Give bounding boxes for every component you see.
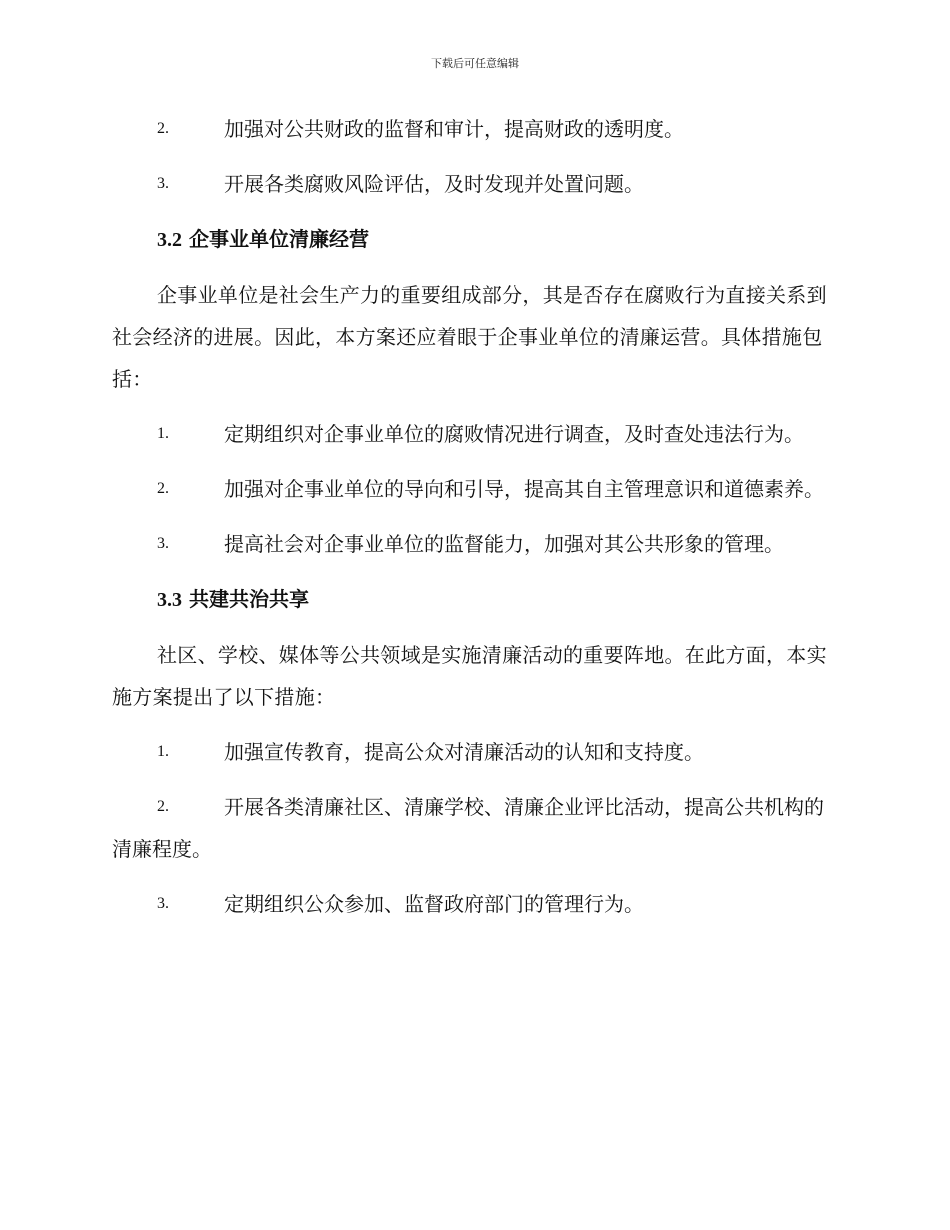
list-item: [112, 108, 834, 150]
list-text: 定期组织公众参加、监督政府部门的管理行为。: [224, 892, 644, 916]
list-item: [112, 731, 834, 773]
section-title: 共建共治共享: [188, 587, 309, 611]
list-text: 开展各类清廉社区、清廉学校、清廉企业评比活动，提高公共机构的清廉程度。: [112, 795, 824, 861]
paragraph: 社区、学校、媒体等公共领域是实施清廉活动的重要阵地。在此方面，本实施方案提出了以下措施：: [112, 643, 827, 709]
list-text: 定期组织对企事业单位的腐败情况进行调查，及时查处违法行为。: [224, 422, 804, 446]
list-number: 2.: [157, 798, 169, 815]
list-text: 加强宣传教育，提高公众对清廉活动的认知和支持度。: [224, 740, 704, 764]
list-text: 开展各类腐败风险评估，及时发现并处置问题。: [224, 172, 644, 196]
list-item: [112, 786, 834, 870]
list-number: 2.: [157, 120, 169, 137]
section-number: 3.3: [157, 589, 182, 611]
list-text: 提高社会对企事业单位的监督能力，加强对其公共形象的管理。: [224, 532, 784, 556]
list-number: 1.: [157, 743, 169, 760]
section-number: 3.2: [157, 229, 182, 251]
list-text: 加强对企事业单位的导向和引导，提高其自主管理意识和道德素养。: [224, 477, 824, 501]
header-note: 下载后可任意编辑: [431, 57, 519, 70]
list-item: [112, 413, 834, 455]
list-item: [112, 468, 834, 510]
list-number: 3.: [157, 175, 169, 192]
list-item: [112, 523, 834, 565]
list-number: 2.: [157, 480, 169, 497]
list-number: 1.: [157, 425, 169, 442]
list-item: [112, 883, 834, 925]
section-title: 企事业单位清廉经营: [188, 227, 369, 251]
section-heading: [112, 578, 834, 621]
list-number: 3.: [157, 535, 169, 552]
list-item: [112, 163, 834, 205]
section-heading: [112, 218, 834, 261]
list-text: 加强对公共财政的监督和审计，提高财政的透明度。: [224, 117, 684, 141]
list-number: 3.: [157, 895, 169, 912]
paragraph: 企事业单位是社会生产力的重要组成部分，其是否存在腐败行为直接关系到社会经济的进展。因此，本方案还应着眼于企事业单位的清廉运营。具体措施包括：: [112, 283, 827, 391]
document-content: [112, 108, 834, 938]
